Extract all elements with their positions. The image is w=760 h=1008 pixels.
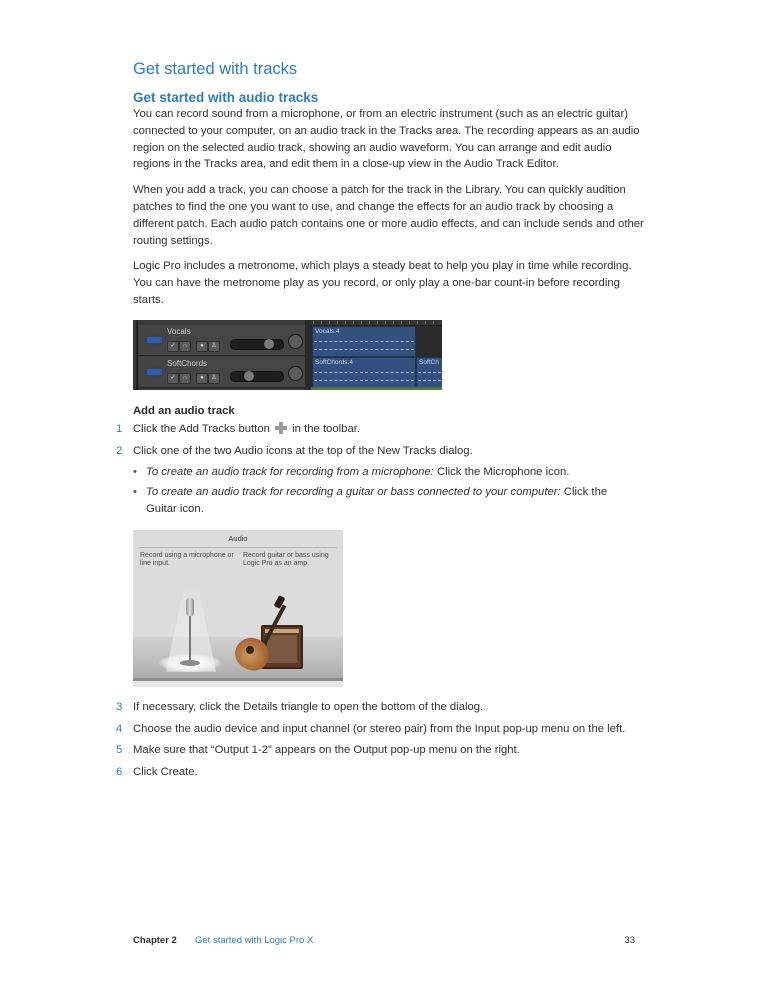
step-2 [116,443,645,460]
ruler-tick [393,321,394,324]
midi-region [311,387,442,390]
track-header-vocals [139,325,305,356]
audio-region-softchords [312,357,416,388]
step-5 [116,742,645,759]
waveform [418,380,442,382]
footer [133,935,635,949]
step-3 [116,699,645,716]
microphone-base [180,660,200,666]
amp-grill [267,635,297,663]
fader-knob [244,371,254,381]
fader-knob [264,339,274,349]
page-number: 33 [624,935,635,946]
step-text: Click the Add Tracks button [133,422,270,435]
region-name: SoftChords.4 [315,358,353,366]
step-text: If necessary, click the Details triangle to open the bottom of the dialog. [133,700,484,713]
shelf-bottom [133,681,343,687]
audio-region-vocals [312,326,416,357]
step-number: 5 [116,744,123,757]
mute-icon: ✓ [167,341,179,352]
tracks-area-screenshot [133,320,442,390]
paragraph-3: Logic Pro includes a metronome, which plays a steady beat to help you play in time while recording. You can have the metronome play as you record, or only play a one-bar count-in before recording starts. [133,260,632,306]
ruler-tick [337,321,338,324]
microphone-stand [189,616,191,662]
step-number: 6 [116,766,123,779]
ruler-tick [385,321,386,324]
track-header-softchords [139,357,305,388]
ruler-tick [313,321,314,324]
mute-icon: ✓ [167,373,179,384]
bullet-condition: To create an audio track for recording from a microphone: [146,466,434,479]
region-name: SoftCh [419,358,439,366]
ruler-tick [425,321,426,324]
audio-region-softchords-2 [416,357,442,388]
headphones-icon: ∩ [179,341,191,352]
waveform [314,372,414,374]
volume-fader [230,339,284,350]
guitar-caption: Record guitar or bass using Logic Pro as an amp. [243,551,329,568]
gutter [136,320,138,390]
guitar-soundhole [246,646,254,654]
step-text: in the toolbar. [292,422,361,435]
ruler-tick [401,321,402,324]
step-text: Click Create. [133,766,198,779]
region-name: Vocals.4 [315,327,340,335]
ruler-tick [369,321,370,324]
bullet-text: Click the Guitar icon. [146,486,608,515]
ruler-tick [361,321,362,324]
track-name: Vocals [167,326,191,336]
input-monitor-icon: ♙ [208,341,220,352]
record-icon: ● [196,373,208,384]
step-number: 3 [116,700,123,713]
page-title: Get started with tracks [133,60,298,78]
waveform [314,341,414,343]
bullet-dot: • [133,486,137,499]
step-number: 1 [116,422,123,435]
step-text: Choose the audio device and input channel (or stereo pair) from the Input pop-up menu on the left. [133,722,626,735]
step-number: 4 [116,722,123,735]
microphone-icon [186,598,194,616]
plus-icon [275,422,287,434]
bullet-guitar [133,484,624,518]
ruler-tick [353,321,354,324]
waveform [314,349,414,351]
waveform [418,372,442,374]
bullet-dot: • [133,466,137,479]
section-heading: Get started with audio tracks [133,90,319,105]
step-4 [116,721,645,738]
task-heading: Add an audio track [133,404,235,417]
divider [139,547,337,548]
page-content [116,59,645,786]
step-text: Make sure that “Output 1-2” appears on the Output pop-up menu on the right. [133,744,520,757]
footer-chapter-link[interactable]: Get started with Logic Pro X [195,935,314,946]
volume-fader [230,371,284,382]
audio-track-icon [147,337,162,343]
ruler-tick [377,321,378,324]
new-tracks-audio-dialog-screenshot [133,530,343,687]
step-1 [116,421,645,438]
bullet-condition: To create an audio track for recording a guitar or bass connected to your computer: [146,486,561,499]
ruler-tick [417,321,418,324]
pan-knob-icon [288,334,303,349]
track-name: SoftChords [167,358,208,368]
footer-chapter-label: Chapter 2 [133,935,177,946]
ruler-tick [329,321,330,324]
paragraph-1: You can record sound from a microphone, or from an electric instrument (such as an electric guitar) connected to your computer, on an audio track in the Tracks area. The recording appears as an audio region on the selected audio track, showing an audio waveform. You can arrange and edit audio regions in the Tracks area, and edit them in a close-up view in the Audio Track Editor. [133,108,640,171]
audio-track-icon [147,369,162,375]
input-monitor-icon: ♙ [208,373,220,384]
record-icon: ● [196,341,208,352]
step-number: 2 [116,444,123,457]
ruler-tick [321,321,322,324]
dialog-title: Audio [228,533,248,543]
step-text: Click one of the two Audio icons at the top of the New Tracks dialog. [133,444,473,457]
microphone-caption: Record using a microphone or line input. [140,551,234,568]
step-6 [116,764,645,781]
ruler-tick [409,321,410,324]
pan-knob-icon [288,366,303,381]
paragraph-2: When you add a track, you can choose a patch for the track in the Library. You can quickly audition patches to find the one you want to use, and change the effects for an audio track by choosing a different patch. Each audio patch contains one or more audio effects, and can include sends and other routing settings. [133,184,644,247]
waveform [314,380,414,382]
bullet-microphone [133,464,624,481]
bullet-text: Click the Microphone icon. [433,466,570,479]
ruler-tick [433,321,434,324]
ruler-tick [345,321,346,324]
headphones-icon: ∩ [179,373,191,384]
